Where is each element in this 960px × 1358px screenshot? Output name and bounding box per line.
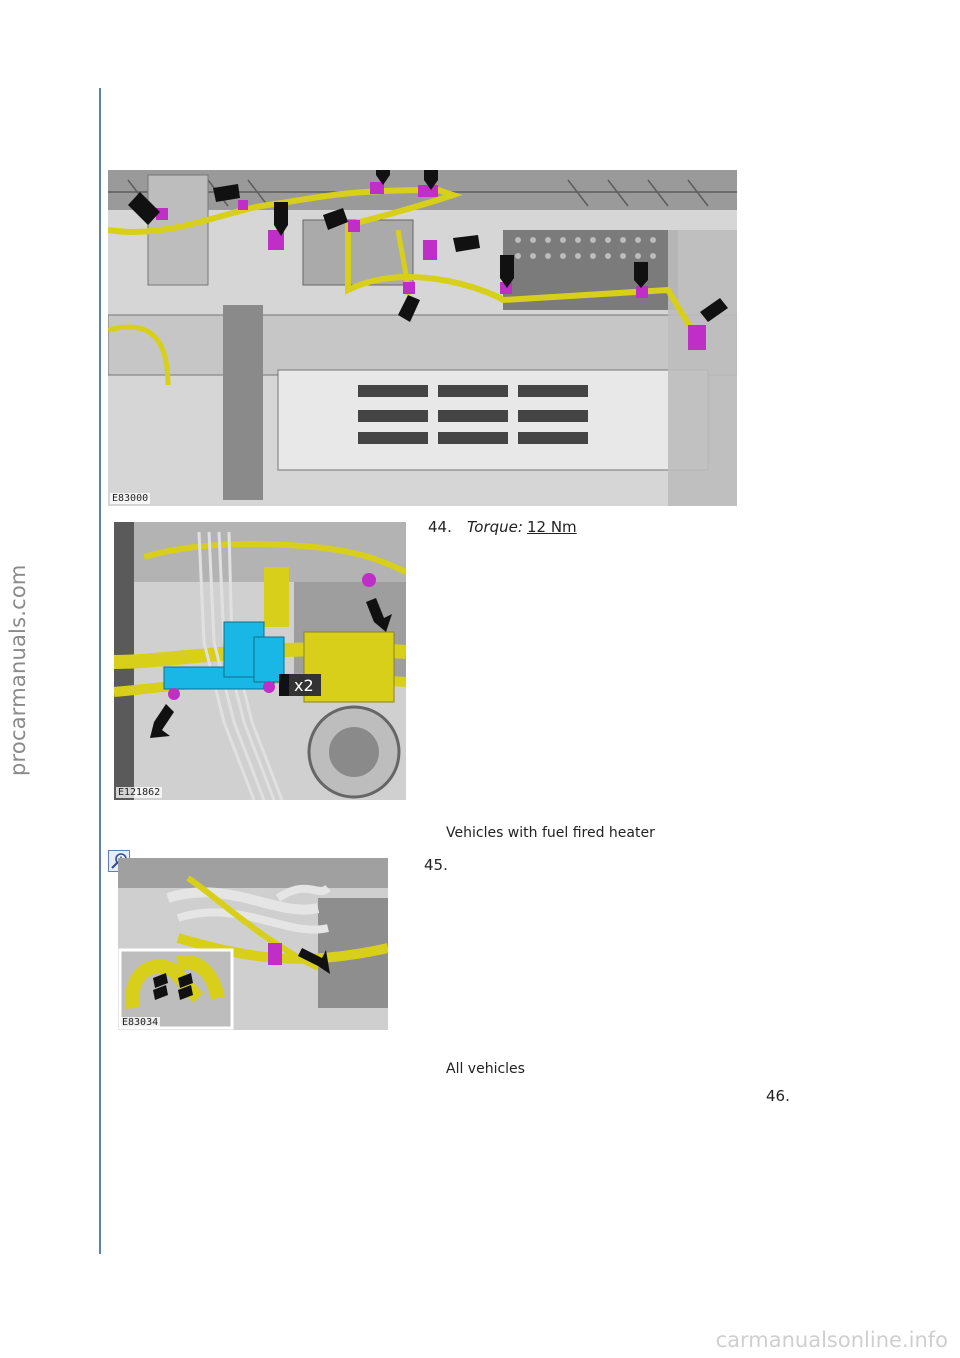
condition-all-vehicles: All vehicles (446, 1061, 525, 1077)
hose-clip-illustration (118, 858, 388, 1030)
harness-illustration (108, 170, 737, 506)
figure-code: E83034 (122, 1017, 159, 1028)
torque-label: Torque: (467, 518, 523, 536)
figure-code: E83000 (112, 493, 149, 504)
left-margin-rule (99, 88, 101, 1254)
figure-front-harness (108, 170, 737, 506)
figure-heater-hose-clip (118, 858, 388, 1030)
side-watermark: procarmanuals.com (6, 564, 30, 776)
step-number-44: 44. (428, 518, 452, 536)
figure-brake-pipe-bracket (114, 522, 406, 800)
figure-code: E121862 (118, 787, 161, 798)
bottom-watermark: carmanualsonline.info (715, 1328, 948, 1352)
torque-value-link[interactable]: 12 Nm (526, 518, 577, 536)
step-number-46: 46. (766, 1087, 790, 1105)
step-44-torque (467, 518, 577, 536)
callout-text: x2 (294, 676, 314, 695)
condition-fuel-fired-heater: Vehicles with fuel fired heater (446, 825, 655, 841)
bracket-illustration (114, 522, 406, 800)
step-number-45: 45. (424, 856, 448, 874)
